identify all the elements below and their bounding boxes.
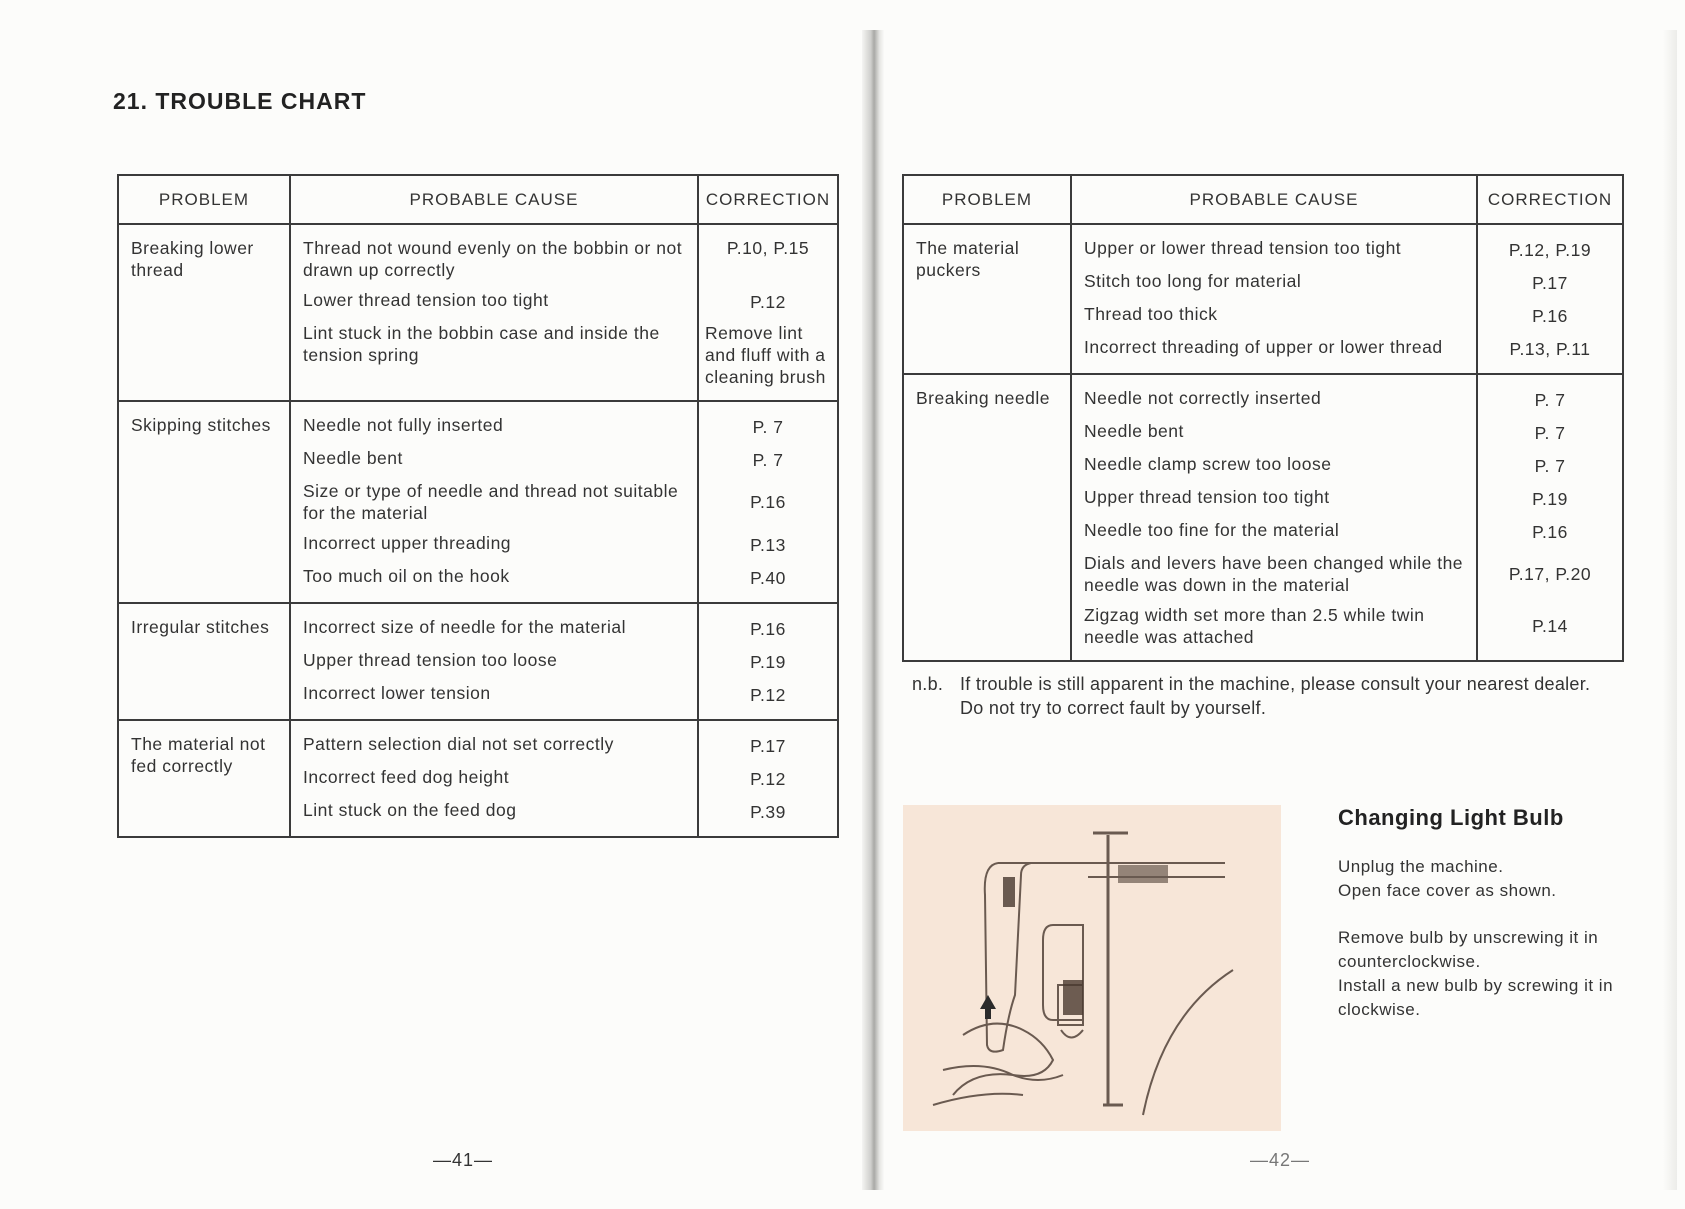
correction-item: P.16	[1532, 305, 1568, 326]
note	[912, 672, 1612, 720]
cause-item: Upper or lower thread tension too tight	[1084, 238, 1402, 258]
correction-item: P.40	[750, 567, 786, 588]
correction-item: P.14	[1532, 616, 1568, 636]
cause-item: Needle bent	[303, 448, 403, 468]
cause-item: Needle not correctly inserted	[1084, 388, 1322, 408]
header-problem: PROBLEM	[903, 175, 1071, 224]
book-spine	[862, 30, 884, 1190]
cause-item: Too much oil on the hook	[303, 566, 510, 586]
correction-item: Remove lint and fluff with a cleaning brush	[705, 323, 826, 387]
machine-face-cover-drawing	[903, 805, 1281, 1131]
table-row	[118, 720, 838, 837]
page-number: —42—	[1250, 1150, 1311, 1170]
note-label: n.b.	[912, 674, 944, 694]
correction-item: P.17	[1532, 272, 1568, 293]
instruction-line: Install a new bulb by screwing it in clockwise.	[1338, 976, 1614, 1019]
page-number: —41—	[433, 1150, 494, 1170]
correction-item: P.16	[750, 618, 786, 639]
cause-item: Needle not fully inserted	[303, 415, 504, 435]
bulb-instruction	[1338, 855, 1638, 903]
header-correction: CORRECTION	[698, 175, 838, 224]
cause-item: Upper thread tension too tight	[1084, 487, 1330, 507]
cause-item: Incorrect upper threading	[303, 533, 512, 553]
cause-item: Thread not wound evenly on the bobbin or not drawn up correctly	[303, 238, 683, 280]
correction-item: P.16	[750, 492, 786, 512]
cause-item: Incorrect size of needle for the material	[303, 617, 627, 637]
correction-item: P.12	[750, 291, 786, 312]
problem-cell: The material puckers	[903, 224, 1071, 374]
table-row	[903, 374, 1623, 661]
cause-item: Dials and levers have been changed while the needle was down in the material	[1084, 553, 1464, 595]
trouble-chart-right	[902, 174, 1624, 662]
table-row	[118, 603, 838, 720]
table-row	[118, 224, 838, 401]
section-title: Changing Light Bulb	[1338, 805, 1564, 830]
instruction-line: Open face cover as shown.	[1338, 881, 1557, 900]
problem-cell: Irregular stitches	[118, 603, 290, 720]
correction-item: P. 7	[1534, 389, 1566, 410]
header-problem: PROBLEM	[118, 175, 290, 224]
cause-item: Lower thread tension too tight	[303, 290, 549, 310]
note-line-2: Do not try to correct fault by yourself.	[960, 698, 1267, 718]
cause-item: Size or type of needle and thread not suitable for the material	[303, 481, 679, 523]
cause-item: Zigzag width set more than 2.5 while twin needle was attached	[1084, 605, 1425, 647]
correction-item: P.19	[1532, 488, 1568, 509]
instruction-line: Unplug the machine.	[1338, 857, 1504, 876]
cause-item: Incorrect feed dog height	[303, 767, 510, 787]
table-header-row	[118, 175, 838, 224]
bulb-instruction	[1338, 926, 1638, 1022]
correction-item: P.12	[750, 768, 786, 789]
page-title: 21. TROUBLE CHART	[113, 88, 367, 114]
page-edge-shadow	[1663, 30, 1677, 1190]
cause-item: Lint stuck in the bobbin case and inside the tension spring	[303, 323, 660, 365]
trouble-chart-left	[117, 174, 839, 838]
header-correction: CORRECTION	[1477, 175, 1623, 224]
correction-item: P.17, P.20	[1508, 564, 1592, 584]
correction-item: P. 7	[1534, 422, 1566, 443]
correction-item: P.10, P.15	[726, 238, 810, 258]
cause-item: Needle bent	[1084, 421, 1184, 441]
problem-cell: Breaking needle	[903, 374, 1071, 661]
arrow-up-icon	[980, 995, 996, 1019]
problem-cell: Skipping stitches	[118, 401, 290, 603]
correction-item: P.19	[750, 651, 786, 672]
correction-item: P. 7	[1534, 455, 1566, 476]
cause-item: Pattern selection dial not set correctly	[303, 734, 614, 754]
correction-item: P.13, P.11	[1509, 338, 1591, 359]
correction-item: P. 7	[752, 449, 784, 470]
cause-item: Stitch too long for material	[1084, 271, 1302, 291]
correction-item: P.13	[750, 534, 786, 555]
problem-cell: The material not fed correctly	[118, 720, 290, 837]
instruction-line: Remove bulb by unscrewing it in counterclockwise.	[1338, 928, 1599, 971]
cause-item: Thread too thick	[1084, 304, 1218, 324]
problem-cell: Breaking lower thread	[118, 224, 290, 401]
cause-item: Needle clamp screw too loose	[1084, 454, 1332, 474]
table-row	[903, 224, 1623, 374]
light-bulb-illustration	[903, 805, 1281, 1131]
cause-item: Lint stuck on the feed dog	[303, 800, 517, 820]
correction-item: P.12	[750, 684, 786, 705]
correction-item: P. 7	[752, 416, 784, 437]
cause-item: Upper thread tension too loose	[303, 650, 558, 670]
table-header-row	[903, 175, 1623, 224]
note-line-1: If trouble is still apparent in the machine, please consult your nearest dealer.	[960, 674, 1591, 694]
header-cause: PROBABLE CAUSE	[1071, 175, 1477, 224]
cause-item: Incorrect threading of upper or lower thread	[1084, 337, 1443, 357]
correction-item: P.16	[1532, 521, 1568, 542]
cause-item: Incorrect lower tension	[303, 683, 491, 703]
table-row	[118, 401, 838, 603]
correction-item: P.12, P.19	[1508, 239, 1592, 260]
correction-item: P.17	[750, 735, 786, 756]
cause-item: Needle too fine for the material	[1084, 520, 1340, 540]
header-cause: PROBABLE CAUSE	[290, 175, 698, 224]
correction-item: P.39	[750, 801, 786, 822]
